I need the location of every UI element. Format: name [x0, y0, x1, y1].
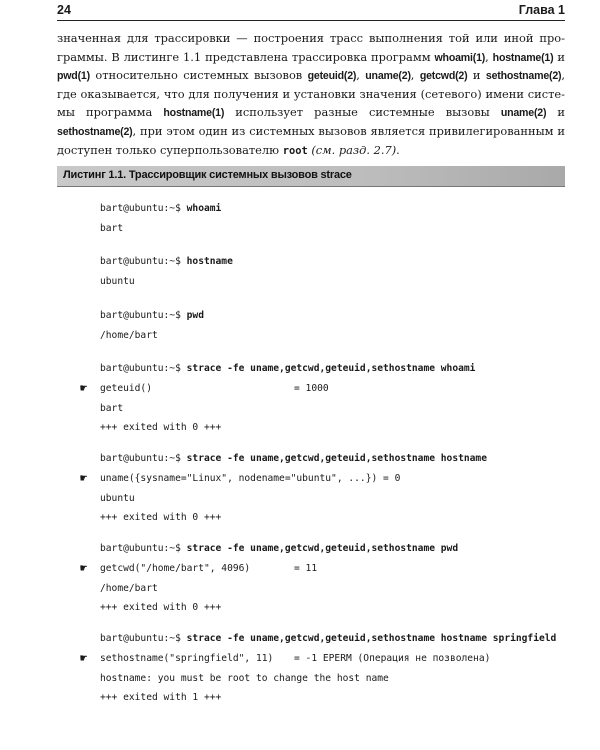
shell-command: strace -fe uname,getcwd,geteuid,sethostname hostname — [186, 453, 487, 464]
output-text: getcwd("/home/bart", 4096) — [100, 563, 251, 574]
output-line — [100, 602, 221, 613]
listing-title-bar — [57, 166, 565, 187]
code-term: root — [282, 144, 308, 157]
syscall-result: = 11 — [294, 563, 318, 574]
syscall-ref: whoami(1) — [434, 51, 486, 64]
syscall-ref: pwd(1) — [57, 70, 90, 83]
text-run: . — [396, 142, 400, 157]
text-run: и — [553, 49, 565, 64]
output-line — [100, 473, 400, 484]
output-line — [100, 383, 152, 394]
output-line — [100, 673, 389, 684]
shell-command-line — [100, 453, 487, 464]
output-line — [100, 223, 123, 234]
output-line — [100, 330, 158, 341]
shell-command-line — [100, 543, 458, 554]
output-text: ubuntu — [100, 276, 135, 287]
output-line — [100, 692, 221, 703]
output-line — [100, 653, 273, 664]
output-line — [100, 493, 135, 504]
shell-command-line — [100, 203, 221, 214]
shell-prompt: bart@ubuntu:~$ — [100, 203, 187, 214]
paragraph-line — [57, 103, 565, 122]
shell-command: whoami — [186, 203, 222, 214]
pointing-hand-icon: ☛ — [80, 381, 88, 395]
shell-prompt: bart@ubuntu:~$ — [100, 363, 187, 374]
text-run: мы программа — [57, 105, 164, 120]
text-run: , — [410, 68, 420, 83]
paragraph-line — [57, 141, 565, 160]
output-text: bart — [100, 223, 124, 234]
text-run: (см. разд. 2.7) — [311, 142, 397, 157]
pointing-hand-icon: ☛ — [80, 651, 88, 665]
text-run: значенная для трассировки — построения трасс выполнения той или иной про- — [57, 31, 565, 45]
paragraph-line — [57, 48, 565, 67]
text-run: , — [356, 68, 366, 83]
output-text: /home/bart — [100, 330, 158, 341]
shell-prompt: bart@ubuntu:~$ — [100, 633, 187, 644]
output-text: +++ exited with 0 +++ — [100, 512, 222, 523]
page-number: 24 — [57, 3, 71, 17]
shell-prompt: bart@ubuntu:~$ — [100, 256, 187, 267]
output-text: +++ exited with 1 +++ — [100, 692, 222, 703]
syscall-ref: uname(2) — [365, 70, 411, 83]
output-line — [100, 583, 158, 594]
output-text: bart — [100, 403, 124, 414]
text-run: использует разные системные вызовы — [224, 105, 501, 120]
shell-command: pwd — [186, 310, 204, 321]
syscall-ref: geteuid(2) — [307, 70, 357, 83]
syscall-ref: sethostname(2) — [485, 70, 562, 83]
pointing-hand-icon: ☛ — [80, 471, 88, 485]
output-line — [100, 563, 250, 574]
shell-command: strace -fe uname,getcwd,geteuid,sethostname hostname springfield — [186, 633, 557, 644]
output-line — [100, 422, 221, 433]
syscall-ref: getcwd(2) — [419, 70, 468, 83]
shell-command: hostname — [186, 256, 233, 267]
output-text: /home/bart — [100, 583, 158, 594]
output-text: +++ exited with 0 +++ — [100, 422, 222, 433]
syscall-ref: hostname(1) — [492, 51, 554, 64]
shell-prompt: bart@ubuntu:~$ — [100, 543, 187, 554]
body-paragraph — [57, 29, 565, 159]
output-line — [100, 276, 135, 287]
paragraph-line — [57, 66, 565, 85]
shell-command-line — [100, 310, 204, 321]
pointing-hand-icon: ☛ — [80, 561, 88, 575]
shell-command: strace -fe uname,getcwd,geteuid,sethostname whoami — [186, 363, 476, 374]
text-run: доступен только суперпользователю — [57, 142, 283, 157]
syscall-result: = 1000 — [294, 383, 329, 394]
text-run: относительно системных вызовов — [89, 68, 308, 83]
syscall-ref: sethostname(2) — [57, 125, 133, 138]
shell-command-line — [100, 363, 475, 374]
text-run: , при этом один из системных вызовов является привилегированным и — [132, 123, 565, 138]
text-run: и — [467, 68, 486, 83]
syscall-result: = -1 EPERM (Операция не позволена) — [294, 653, 491, 664]
paragraph-line — [57, 85, 565, 104]
syscall-ref: hostname(1) — [163, 107, 225, 120]
text-run: и — [546, 105, 565, 120]
text-run: граммы. В листинге 1.1 представлена трассировка программ — [57, 49, 435, 64]
shell-prompt: bart@ubuntu:~$ — [100, 453, 187, 464]
text-run: где оказывается, что для получения и установки значения (сетевого) имени систе- — [57, 86, 565, 101]
shell-command-line — [100, 256, 233, 267]
output-text: sethostname("springfield", 11) — [100, 653, 274, 664]
shell-prompt: bart@ubuntu:~$ — [100, 310, 187, 321]
listing-title: Листинг 1.1. Трассировщик системных вызовов strace — [63, 169, 352, 181]
output-text: hostname: you must be root to change the host name — [100, 673, 389, 684]
shell-command-line — [100, 633, 556, 644]
output-text: +++ exited with 0 +++ — [100, 602, 222, 613]
output-text: ubuntu — [100, 493, 135, 504]
page-header — [57, 0, 565, 21]
syscall-ref: uname(2) — [500, 107, 547, 120]
paragraph-line — [57, 122, 565, 141]
paragraph-line — [57, 29, 565, 48]
output-text: uname({sysname="Linux", nodename="ubuntu", ...}) = 0 — [100, 473, 401, 484]
chapter-title: Глава 1 — [518, 3, 565, 17]
text-run: , — [561, 68, 565, 83]
output-line — [100, 512, 221, 523]
text-run: , — [485, 49, 493, 64]
output-line — [100, 403, 123, 414]
shell-command: strace -fe uname,getcwd,geteuid,sethostname pwd — [186, 543, 459, 554]
output-text: geteuid() — [100, 383, 152, 394]
